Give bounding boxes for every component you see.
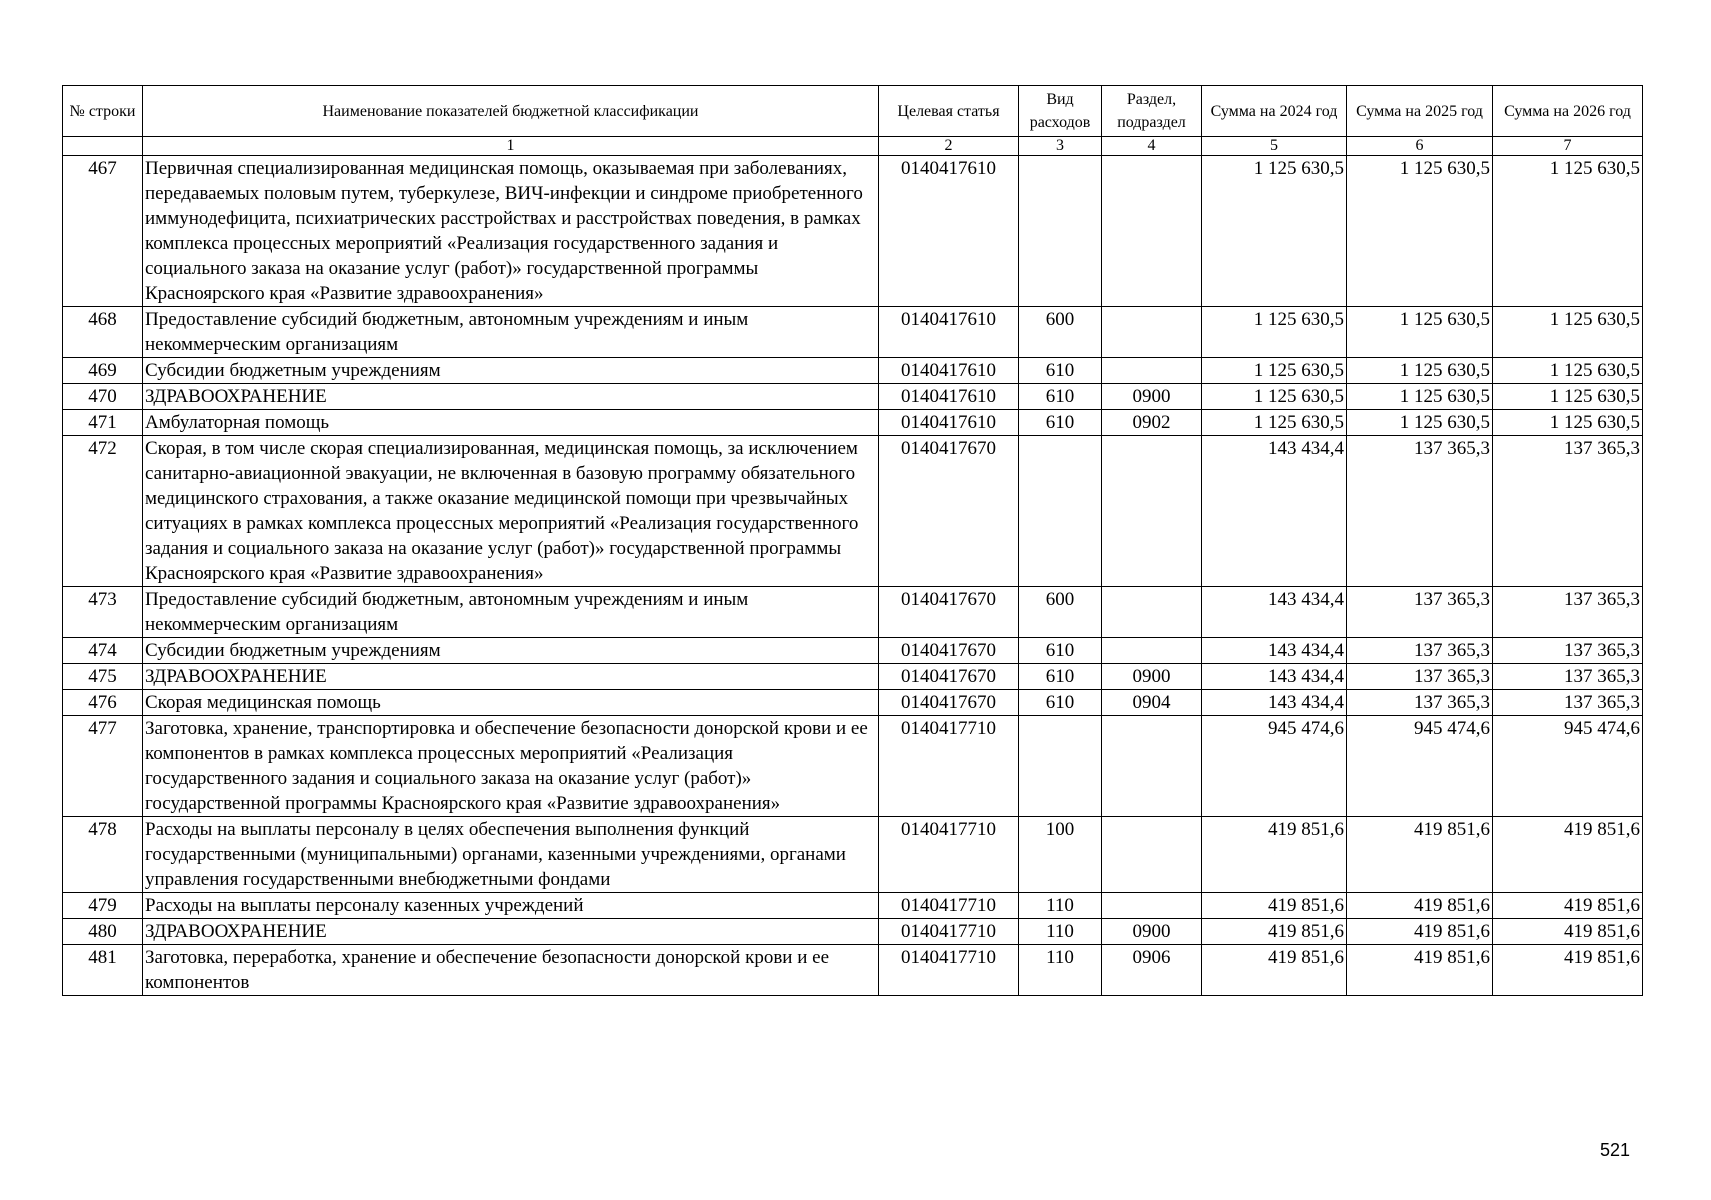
row-number-cell: 471 xyxy=(63,410,143,436)
expense-type-cell xyxy=(1019,156,1102,307)
indicator-name-cell: Скорая медицинская помощь xyxy=(143,690,879,716)
header-row-number: № строки xyxy=(63,86,143,137)
indicator-name-cell: ЗДРАВООХРАНЕНИЕ xyxy=(143,919,879,945)
sum-2024-cell: 1 125 630,5 xyxy=(1202,358,1347,384)
row-number-cell: 467 xyxy=(63,156,143,307)
table-row xyxy=(63,690,1643,716)
expense-type-cell: 100 xyxy=(1019,817,1102,893)
sum-2024-cell: 143 434,4 xyxy=(1202,436,1347,587)
row-number-cell: 480 xyxy=(63,919,143,945)
indicator-name-cell: Субсидии бюджетным учреждениям xyxy=(143,358,879,384)
table-row xyxy=(63,384,1643,410)
header-num-1: 1 xyxy=(143,137,879,156)
expense-type-cell: 610 xyxy=(1019,690,1102,716)
indicator-name-cell: ЗДРАВООХРАНЕНИЕ xyxy=(143,384,879,410)
sum-2024-cell: 143 434,4 xyxy=(1202,587,1347,638)
header-section: Раздел, подраздел xyxy=(1102,86,1202,137)
header-sum-2024: Сумма на 2024 год xyxy=(1202,86,1347,137)
row-number-cell: 474 xyxy=(63,638,143,664)
sum-2024-cell: 143 434,4 xyxy=(1202,638,1347,664)
indicator-name-cell: Заготовка, хранение, транспортировка и обеспечение безопасности донорской крови и ее компонентов в рамках комплекса процессных мероприятий «Реализация государственного задания и социального заказа на оказание услуг (работ)» государственной программы Красноярского края «Развитие здравоохранения» xyxy=(143,716,879,817)
target-article-cell: 0140417710 xyxy=(879,716,1019,817)
section-cell: 0900 xyxy=(1102,384,1202,410)
page-number: 521 xyxy=(1599,1140,1630,1160)
expense-type-cell xyxy=(1019,716,1102,817)
sum-2026-cell: 137 365,3 xyxy=(1493,638,1643,664)
sum-2026-cell: 137 365,3 xyxy=(1493,664,1643,690)
target-article-cell: 0140417710 xyxy=(879,893,1019,919)
row-number-cell: 472 xyxy=(63,436,143,587)
target-article-cell: 0140417670 xyxy=(879,587,1019,638)
table-row xyxy=(63,716,1643,817)
sum-2026-cell: 419 851,6 xyxy=(1493,893,1643,919)
sum-2026-cell: 1 125 630,5 xyxy=(1493,384,1643,410)
target-article-cell: 0140417610 xyxy=(879,410,1019,436)
sum-2024-cell: 1 125 630,5 xyxy=(1202,410,1347,436)
sum-2024-cell: 419 851,6 xyxy=(1202,817,1347,893)
indicator-name-cell: Заготовка, переработка, хранение и обеспечение безопасности донорской крови и ее компонентов xyxy=(143,945,879,996)
sum-2025-cell: 137 365,3 xyxy=(1347,638,1493,664)
table-body xyxy=(63,156,1643,996)
row-number-cell: 477 xyxy=(63,716,143,817)
sum-2026-cell: 1 125 630,5 xyxy=(1493,358,1643,384)
expense-type-cell: 610 xyxy=(1019,638,1102,664)
target-article-cell: 0140417710 xyxy=(879,817,1019,893)
section-cell: 0902 xyxy=(1102,410,1202,436)
table-header xyxy=(63,86,1643,156)
row-number-cell: 470 xyxy=(63,384,143,410)
indicator-name-cell: Предоставление субсидий бюджетным, автономным учреждениям и иным некоммерческим организациям xyxy=(143,587,879,638)
sum-2025-cell: 945 474,6 xyxy=(1347,716,1493,817)
section-cell xyxy=(1102,638,1202,664)
expense-type-cell: 610 xyxy=(1019,384,1102,410)
sum-2026-cell: 419 851,6 xyxy=(1493,945,1643,996)
target-article-cell: 0140417710 xyxy=(879,945,1019,996)
table-row xyxy=(63,436,1643,587)
sum-2024-cell: 1 125 630,5 xyxy=(1202,384,1347,410)
sum-2025-cell: 1 125 630,5 xyxy=(1347,384,1493,410)
header-num-7: 7 xyxy=(1493,137,1643,156)
target-article-cell: 0140417670 xyxy=(879,436,1019,587)
row-number-cell: 468 xyxy=(63,307,143,358)
expense-type-cell xyxy=(1019,436,1102,587)
table-row xyxy=(63,587,1643,638)
section-cell xyxy=(1102,436,1202,587)
sum-2024-cell: 1 125 630,5 xyxy=(1202,307,1347,358)
sum-2025-cell: 1 125 630,5 xyxy=(1347,307,1493,358)
target-article-cell: 0140417670 xyxy=(879,690,1019,716)
header-num-2: 2 xyxy=(879,137,1019,156)
sum-2024-cell: 419 851,6 xyxy=(1202,945,1347,996)
target-article-cell: 0140417610 xyxy=(879,307,1019,358)
indicator-name-cell: Предоставление субсидий бюджетным, автономным учреждениям и иным некоммерческим организациям xyxy=(143,307,879,358)
expense-type-cell: 110 xyxy=(1019,893,1102,919)
sum-2024-cell: 1 125 630,5 xyxy=(1202,156,1347,307)
sum-2024-cell: 143 434,4 xyxy=(1202,664,1347,690)
expense-type-cell: 110 xyxy=(1019,945,1102,996)
target-article-cell: 0140417670 xyxy=(879,664,1019,690)
section-cell: 0904 xyxy=(1102,690,1202,716)
sum-2025-cell: 419 851,6 xyxy=(1347,893,1493,919)
header-num-5: 5 xyxy=(1202,137,1347,156)
expense-type-cell: 610 xyxy=(1019,410,1102,436)
table-row xyxy=(63,638,1643,664)
table-row xyxy=(63,358,1643,384)
sum-2024-cell: 419 851,6 xyxy=(1202,919,1347,945)
row-number-cell: 476 xyxy=(63,690,143,716)
sum-2024-cell: 945 474,6 xyxy=(1202,716,1347,817)
sum-2024-cell: 419 851,6 xyxy=(1202,893,1347,919)
header-expense-type: Вид расходов xyxy=(1019,86,1102,137)
section-cell xyxy=(1102,307,1202,358)
table-row xyxy=(63,817,1643,893)
sum-2025-cell: 1 125 630,5 xyxy=(1347,410,1493,436)
indicator-name-cell: Расходы на выплаты персоналу в целях обеспечения выполнения функций государственными (муниципальными) органами, казенными учреждениями, органами управления государственными внебюджетными фондами xyxy=(143,817,879,893)
section-cell: 0900 xyxy=(1102,919,1202,945)
row-number-cell: 475 xyxy=(63,664,143,690)
section-cell xyxy=(1102,358,1202,384)
section-cell xyxy=(1102,156,1202,307)
target-article-cell: 0140417710 xyxy=(879,919,1019,945)
sum-2025-cell: 1 125 630,5 xyxy=(1347,156,1493,307)
row-number-cell: 478 xyxy=(63,817,143,893)
sum-2025-cell: 419 851,6 xyxy=(1347,919,1493,945)
sum-2025-cell: 419 851,6 xyxy=(1347,817,1493,893)
sum-2026-cell: 419 851,6 xyxy=(1493,919,1643,945)
indicator-name-cell: ЗДРАВООХРАНЕНИЕ xyxy=(143,664,879,690)
target-article-cell: 0140417610 xyxy=(879,358,1019,384)
sum-2026-cell: 137 365,3 xyxy=(1493,436,1643,587)
budget-table xyxy=(62,85,1643,996)
header-num-empty xyxy=(63,137,143,156)
table-row xyxy=(63,893,1643,919)
sum-2025-cell: 1 125 630,5 xyxy=(1347,358,1493,384)
sum-2025-cell: 137 365,3 xyxy=(1347,436,1493,587)
sum-2025-cell: 419 851,6 xyxy=(1347,945,1493,996)
table-row xyxy=(63,410,1643,436)
row-number-cell: 479 xyxy=(63,893,143,919)
sum-2026-cell: 1 125 630,5 xyxy=(1493,307,1643,358)
expense-type-cell: 610 xyxy=(1019,664,1102,690)
section-cell xyxy=(1102,587,1202,638)
sum-2025-cell: 137 365,3 xyxy=(1347,690,1493,716)
row-number-cell: 469 xyxy=(63,358,143,384)
sum-2026-cell: 137 365,3 xyxy=(1493,690,1643,716)
expense-type-cell: 110 xyxy=(1019,919,1102,945)
target-article-cell: 0140417610 xyxy=(879,156,1019,307)
section-cell xyxy=(1102,716,1202,817)
indicator-name-cell: Первичная специализированная медицинская помощь, оказываемая при заболеваниях, передаваемых половым путем, туберкулезе, ВИЧ-инфекции и синдроме приобретенного иммунодефицита, психиатрических расстройствах и расстройствах поведения, в рамках комплекса процессных мероприятий «Реализация государственного задания и социального заказа на оказание услуг (работ)» государственной программы Красноярского края «Развитие здравоохранения» xyxy=(143,156,879,307)
header-sum-2026: Сумма на 2026 год xyxy=(1493,86,1643,137)
table-row xyxy=(63,307,1643,358)
sum-2026-cell: 945 474,6 xyxy=(1493,716,1643,817)
target-article-cell: 0140417610 xyxy=(879,384,1019,410)
indicator-name-cell: Расходы на выплаты персоналу казенных учреждений xyxy=(143,893,879,919)
sum-2026-cell: 419 851,6 xyxy=(1493,817,1643,893)
indicator-name-cell: Амбулаторная помощь xyxy=(143,410,879,436)
table-row xyxy=(63,156,1643,307)
section-cell xyxy=(1102,893,1202,919)
sum-2026-cell: 137 365,3 xyxy=(1493,587,1643,638)
sum-2025-cell: 137 365,3 xyxy=(1347,587,1493,638)
table-row xyxy=(63,945,1643,996)
header-sum-2025: Сумма на 2025 год xyxy=(1347,86,1493,137)
sum-2026-cell: 1 125 630,5 xyxy=(1493,410,1643,436)
header-target-article: Целевая статья xyxy=(879,86,1019,137)
section-cell: 0900 xyxy=(1102,664,1202,690)
section-cell: 0906 xyxy=(1102,945,1202,996)
header-indicator-name: Наименование показателей бюджетной классификации xyxy=(143,86,879,137)
table-row xyxy=(63,664,1643,690)
header-num-3: 3 xyxy=(1019,137,1102,156)
target-article-cell: 0140417670 xyxy=(879,638,1019,664)
expense-type-cell: 600 xyxy=(1019,307,1102,358)
row-number-cell: 481 xyxy=(63,945,143,996)
section-cell xyxy=(1102,817,1202,893)
header-num-6: 6 xyxy=(1347,137,1493,156)
indicator-name-cell: Скорая, в том числе скорая специализированная, медицинская помощь, за исключением санитарно-авиационной эвакуации, не включенная в базовую программу обязательного медицинского страхования, а также оказание медицинской помощи при чрезвычайных ситуациях в рамках комплекса процессных мероприятий «Реализация государственного задания и социального заказа на оказание услуг (работ)» государственной программы Красноярского края «Развитие здравоохранения» xyxy=(143,436,879,587)
table-row xyxy=(63,919,1643,945)
sum-2024-cell: 143 434,4 xyxy=(1202,690,1347,716)
header-num-4: 4 xyxy=(1102,137,1202,156)
sum-2026-cell: 1 125 630,5 xyxy=(1493,156,1643,307)
indicator-name-cell: Субсидии бюджетным учреждениям xyxy=(143,638,879,664)
expense-type-cell: 600 xyxy=(1019,587,1102,638)
sum-2025-cell: 137 365,3 xyxy=(1347,664,1493,690)
row-number-cell: 473 xyxy=(63,587,143,638)
expense-type-cell: 610 xyxy=(1019,358,1102,384)
